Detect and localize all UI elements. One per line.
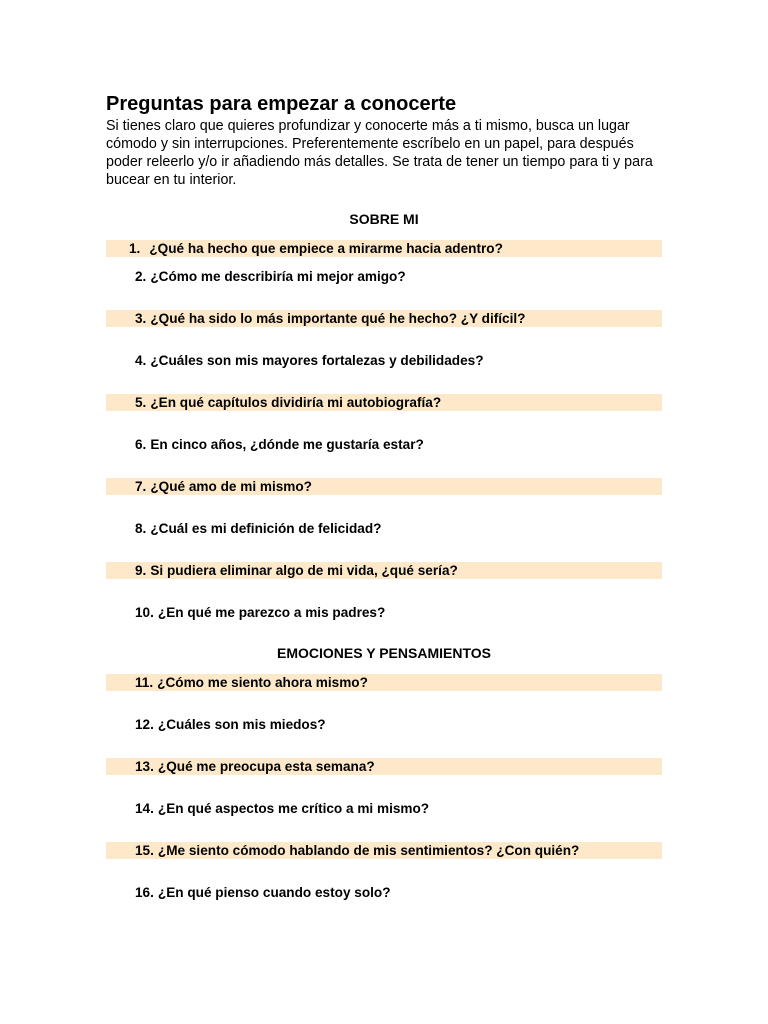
intro-line: poder releerlo y/o ir añadiendo más detalles. Se trata de tener un tiempo para ti y para (106, 154, 653, 170)
question-item (106, 240, 662, 257)
question-text: ¿Me siento cómodo hablando de mis sentimientos? ¿Con quién? (157, 843, 580, 858)
section-heading-sobre-mi: SOBRE MI (349, 211, 419, 227)
question-item (106, 604, 662, 621)
question-number: 15. (135, 843, 154, 858)
question-item (106, 674, 662, 691)
question-text: ¿Qué ha sido lo más importante qué he hecho? ¿Y difícil? (150, 311, 526, 326)
question-text: ¿Cuáles son mis miedos? (157, 717, 326, 732)
question-item (106, 478, 662, 495)
question-text: ¿En qué capítulos dividiría mi autobiografía? (150, 395, 442, 410)
question-item (106, 716, 662, 733)
question-number: 1. (129, 241, 141, 256)
question-number: 2. (135, 269, 147, 284)
question-text: ¿En qué aspectos me crítico a mi mismo? (157, 801, 430, 816)
intro-line: Si tienes claro que quieres profundizar y conocerte más a ti mismo, busca un lugar (106, 118, 630, 134)
question-text: ¿Qué amo de mi mismo? (150, 479, 312, 494)
question-text: En cinco años, ¿dónde me gustaría estar? (150, 437, 424, 452)
question-text: ¿En qué pienso cuando estoy solo? (157, 885, 391, 900)
question-number: 7. (135, 479, 147, 494)
question-number: 6. (135, 437, 147, 452)
question-number: 14. (135, 801, 154, 816)
question-text: ¿Cómo me describiría mi mejor amigo? (150, 269, 406, 284)
page-title: Preguntas para empezar a conocerte (106, 93, 457, 115)
question-text: ¿Qué ha hecho que empiece a mirarme hacia adentro? (149, 241, 503, 256)
question-item (106, 800, 662, 817)
question-item (106, 562, 662, 579)
question-item (106, 520, 662, 537)
question-number: 5. (135, 395, 147, 410)
question-number: 4. (135, 353, 147, 368)
intro-line: cómodo y sin interrupciones. Preferentemente escríbelo en un papel, para después (106, 136, 634, 152)
section-heading-emociones: EMOCIONES Y PENSAMIENTOS (277, 645, 491, 661)
question-item (106, 884, 662, 901)
question-item (106, 758, 662, 775)
question-item (106, 310, 662, 327)
question-number: 3. (135, 311, 147, 326)
question-text: ¿Cuál es mi definición de felicidad? (150, 521, 382, 536)
question-number: 9. (135, 563, 147, 578)
question-item (106, 842, 662, 859)
question-number: 12. (135, 717, 154, 732)
question-text: ¿Cuáles son mis mayores fortalezas y debilidades? (150, 353, 484, 368)
question-item (106, 394, 662, 411)
intro-line: bucear en tu interior. (106, 172, 237, 188)
question-text: Si pudiera eliminar algo de mi vida, ¿qué sería? (150, 563, 458, 578)
question-item (106, 268, 662, 285)
question-text: ¿En qué me parezco a mis padres? (157, 605, 386, 620)
question-number: 10. (135, 605, 154, 620)
question-text: ¿Qué me preocupa esta semana? (157, 759, 375, 774)
question-text: ¿Cómo me siento ahora mismo? (157, 675, 368, 690)
question-number: 13. (135, 759, 154, 774)
question-item (106, 436, 662, 453)
question-item (106, 352, 662, 369)
question-number: 11. (135, 675, 154, 690)
intro-paragraph (106, 117, 668, 189)
question-number: 8. (135, 521, 147, 536)
question-number: 16. (135, 885, 154, 900)
